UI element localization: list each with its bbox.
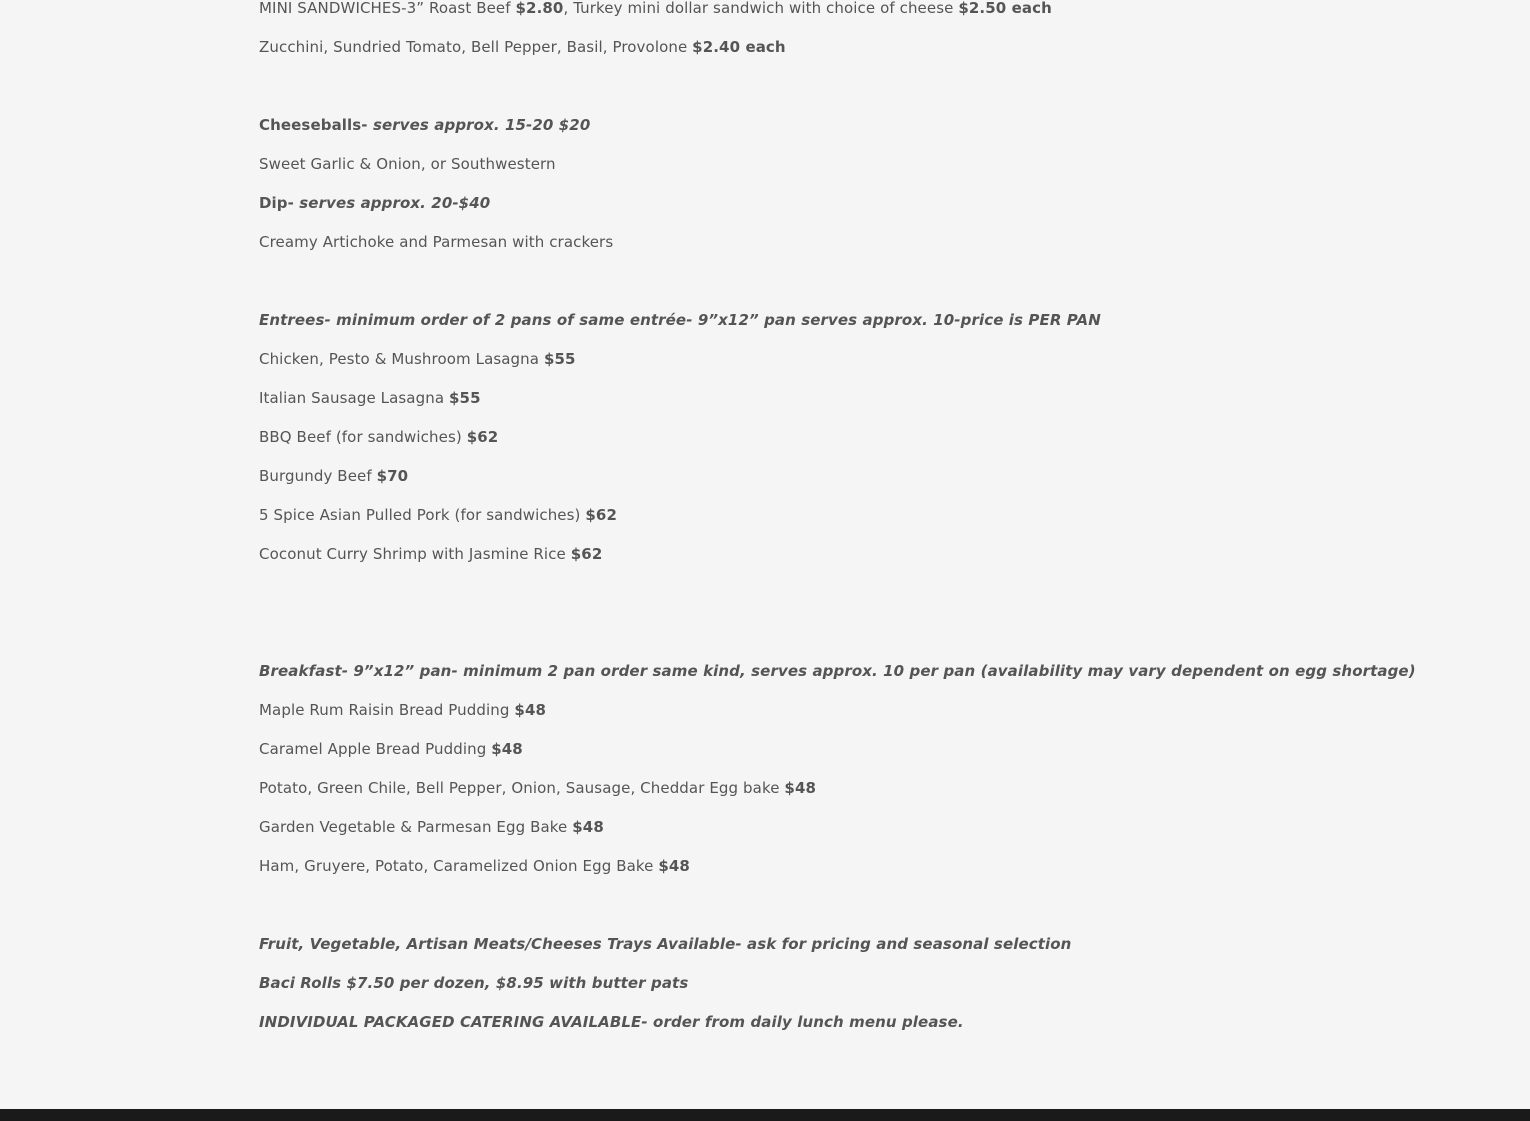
cheeseballs-note: serves approx. 15-20 $20: [372, 116, 591, 134]
entree-item: [259, 505, 617, 525]
trays-note: Fruit, Vegetable, Artisan Meats/Cheeses Trays Available- ask for pricing and seasonal selection: [259, 935, 1072, 953]
entree-name: Burgundy Beef: [259, 467, 377, 485]
cheeseballs-flavors: Sweet Garlic & Onion, or Southwestern: [259, 155, 556, 173]
breakfast-item: [259, 700, 546, 720]
breakfast-item: [259, 778, 816, 798]
breakfast-item: [259, 817, 604, 837]
breakfast-heading: Breakfast- 9”x12” pan- minimum 2 pan order same kind, serves approx. 10 per pan (availability may vary dependent on egg shortage): [259, 662, 1416, 680]
entree-name: BBQ Beef (for sandwiches): [259, 428, 467, 446]
entree-item: [259, 427, 498, 447]
zucchini-line: [259, 37, 786, 57]
entree-price: $55: [449, 389, 481, 407]
footer-bar: [0, 1109, 1530, 1121]
mini-sandwiches-label: MINI SANDWICHES-3” Roast Beef: [259, 0, 516, 17]
breakfast-price: $48: [491, 740, 523, 758]
entree-price: $70: [376, 467, 409, 485]
breakfast-price: $48: [784, 779, 817, 797]
entree-price: $62: [585, 506, 617, 524]
breakfast-name: Garden Vegetable & Parmesan Egg Bake: [259, 818, 573, 836]
mini-sandwiches-line: [259, 0, 1052, 18]
zucchini-price: $2.40 each: [692, 38, 786, 56]
entree-price: $62: [570, 545, 603, 563]
breakfast-price: $48: [572, 818, 604, 836]
dip-heading: [259, 193, 490, 213]
entrees-heading: Entrees- minimum order of 2 pans of same entrée- 9”x12” pan serves approx. 10-price is PER PAN: [259, 311, 1101, 329]
entree-name: 5 Spice Asian Pulled Pork (for sandwiches): [259, 506, 586, 524]
individual-catering-note: INDIVIDUAL PACKAGED CATERING AVAILABLE- order from daily lunch menu please.: [259, 1013, 964, 1031]
baci-rolls-note: Baci Rolls $7.50 per dozen, $8.95 with butter pats: [259, 974, 689, 992]
turkey-description: , Turkey mini dollar sandwich with choice of cheese: [563, 0, 959, 17]
entree-name: Italian Sausage Lasagna: [259, 389, 449, 407]
cheeseballs-heading: [259, 115, 590, 135]
entree-name: Coconut Curry Shrimp with Jasmine Rice: [259, 545, 571, 563]
roast-beef-price: $2.80: [515, 0, 564, 17]
entree-price: $55: [543, 350, 576, 368]
breakfast-name: Potato, Green Chile, Bell Pepper, Onion, Sausage, Cheddar Egg bake: [259, 779, 785, 797]
breakfast-name: Ham, Gruyere, Potato, Caramelized Onion Egg Bake: [259, 857, 659, 875]
entree-item: [259, 466, 408, 486]
entree-item: [259, 349, 576, 369]
breakfast-price: $48: [658, 857, 690, 875]
breakfast-item: [259, 856, 690, 876]
breakfast-name: Caramel Apple Bread Pudding: [259, 740, 492, 758]
dip-title: Dip-: [259, 194, 300, 212]
entree-price: $62: [466, 428, 499, 446]
turkey-price: $2.50 each: [958, 0, 1052, 17]
dip-description: Creamy Artichoke and Parmesan with crackers: [259, 233, 614, 251]
breakfast-name: Maple Rum Raisin Bread Pudding: [259, 701, 515, 719]
entree-item: [259, 388, 481, 408]
dip-note: serves approx. 20-$40: [299, 194, 491, 212]
breakfast-item: [259, 739, 523, 759]
zucchini-text: Zucchini, Sundried Tomato, Bell Pepper, Basil, Provolone: [259, 38, 693, 56]
entree-item: [259, 544, 602, 564]
breakfast-price: $48: [514, 701, 547, 719]
cheeseballs-title: Cheeseballs-: [259, 116, 373, 134]
entree-name: Chicken, Pesto & Mushroom Lasagna: [259, 350, 544, 368]
